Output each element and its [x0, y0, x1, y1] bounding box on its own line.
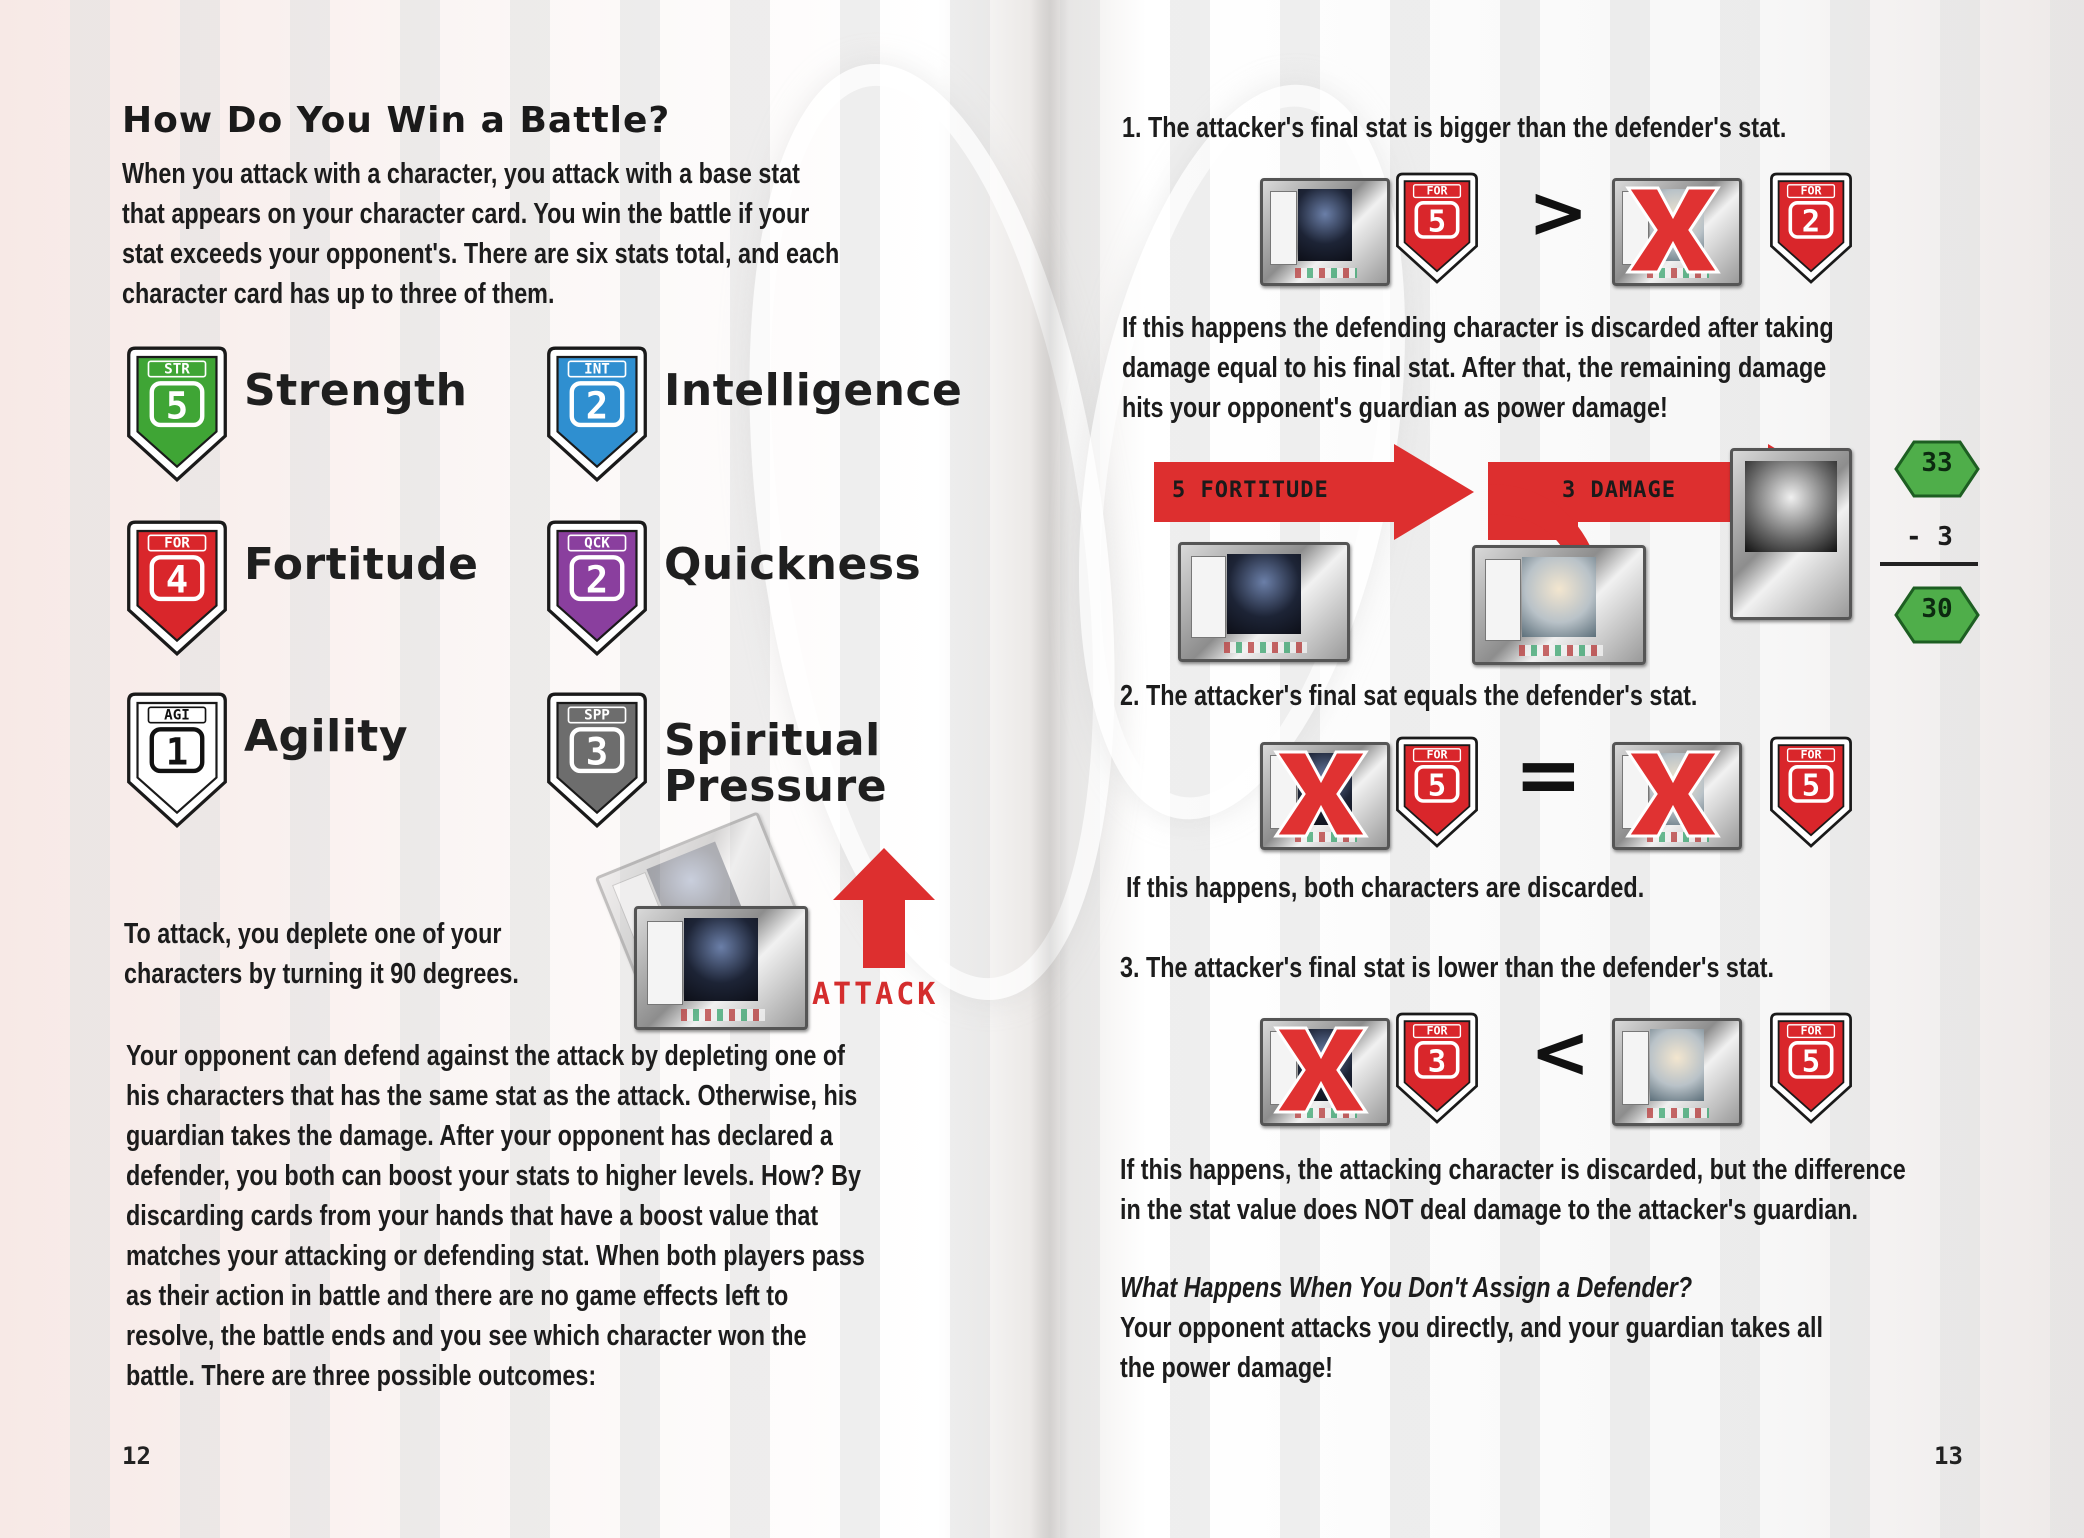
defender-stat-shield [1766, 736, 1856, 853]
stat-label: Quickness [664, 539, 922, 590]
comparison-symbol: < [1530, 1010, 1591, 1094]
outcome-3-result [1120, 1150, 1906, 1230]
svg-text:2: 2 [585, 557, 609, 602]
comparison-symbol-wrap [1528, 170, 1588, 254]
svg-text:4: 4 [165, 557, 189, 602]
outcome-2-text: 2. The attacker's final sat equals the defender's stat. [1120, 680, 1698, 712]
text-line: Your opponent attacks you directly, and your guardian takes all [1120, 1312, 1823, 1344]
svg-text:FOR: FOR [164, 535, 190, 552]
svg-text:5: 5 [165, 383, 189, 428]
page-number: 13 [1934, 1442, 1963, 1470]
stat-badge-spiritual [542, 692, 652, 828]
svg-text:2: 2 [1801, 204, 1821, 240]
svg-text:STR: STR [164, 361, 190, 378]
text-line: matches your attacking or defending stat. When both players pass [126, 1240, 865, 1272]
stat-badge-fortitude [122, 520, 232, 656]
svg-text:3: 3 [1427, 1044, 1447, 1080]
page-heading: How Do You Win a Battle? [122, 100, 671, 141]
comparison-symbol: = [1514, 728, 1583, 823]
svg-text:FOR: FOR [1800, 1023, 1822, 1038]
svg-text:5: 5 [1427, 768, 1447, 804]
text-line: hits your opponent's guardian as power damage! [1122, 392, 1668, 424]
outcome-1-result [1122, 308, 1834, 428]
attacker-card-image [1260, 178, 1390, 286]
text-line: the power damage! [1120, 1352, 1333, 1384]
no-defender-heading: What Happens When You Don't Assign a Defender? [1120, 1272, 1693, 1304]
attacker-stat-shield [1392, 172, 1482, 289]
stat-label: Agility [244, 711, 409, 762]
text-line: If this happens the defending character is discarded after taking [1122, 312, 1834, 344]
svg-text:3: 3 [585, 729, 609, 774]
subtract-value: - 3 [1906, 522, 1953, 552]
right-page [1040, 0, 2084, 1538]
attack-label: ATTACK [812, 977, 939, 1012]
svg-text:5: 5 [1427, 204, 1447, 240]
outcome-3-text: 3. The attacker's final stat is lower than the defender's stat. [1120, 952, 1774, 984]
text-line: in the stat value does NOT deal damage to the attacker's guardian. [1120, 1194, 1859, 1226]
discard-x-icon [1618, 744, 1728, 849]
svg-text:SPP: SPP [584, 707, 610, 724]
power-after-value [1894, 586, 1980, 644]
comparison-symbol: > [1528, 170, 1589, 254]
text-line: battle. There are three possible outcomes: [126, 1360, 597, 1392]
comparison-symbol-wrap [1530, 1010, 1590, 1094]
attacker-stat-shield [1392, 1012, 1482, 1129]
svg-text:FOR: FOR [1426, 183, 1448, 198]
up-arrow-icon [833, 848, 935, 968]
guardian-card-image [1730, 448, 1852, 620]
svg-text:FOR: FOR [1426, 1023, 1448, 1038]
svg-text:5: 5 [1801, 1044, 1821, 1080]
stat-badge-intelligence [542, 346, 652, 482]
text-line: his characters that has the same stat as the attack. Otherwise, his [126, 1080, 858, 1112]
svg-text:AGI: AGI [164, 707, 190, 724]
text-line: character card has up to three of them. [122, 278, 555, 310]
defender-stat-shield [1766, 1012, 1856, 1129]
text-line: characters by turning it 90 degrees. [124, 958, 519, 990]
svg-text:2: 2 [585, 383, 609, 428]
svg-text:5: 5 [1801, 768, 1821, 804]
svg-text:FOR: FOR [1800, 747, 1822, 762]
stat-label: Intelligence [664, 365, 963, 416]
outcome-1-text: 1. The attacker's final stat is bigger than the defender's stat. [1122, 112, 1787, 144]
stat-badge-quickness [542, 520, 652, 656]
text-line: Your opponent can defend against the attack by depleting one of [126, 1040, 845, 1072]
comparison-symbol-wrap [1514, 728, 1583, 823]
subtraction-line [1880, 562, 1978, 566]
hex-value-text: 30 [1921, 594, 1953, 624]
text-line: To attack, you deplete one of your [124, 918, 502, 950]
stat-label-line: Spiritual [664, 715, 881, 766]
defender-card-image [1472, 545, 1646, 665]
text-line: defender, you both can boost your stats to higher levels. How? By [126, 1160, 861, 1192]
fortitude-arrow-label: 5 FORTITUDE [1172, 478, 1329, 503]
attacker-card-image [1178, 542, 1350, 662]
depleted-card-image [634, 906, 808, 1030]
stat-label [664, 715, 888, 812]
svg-text:FOR: FOR [1426, 747, 1448, 762]
svg-text:INT: INT [584, 361, 610, 378]
text-line: as their action in battle and there are no game effects left to [126, 1280, 789, 1312]
svg-text:FOR: FOR [1800, 183, 1822, 198]
page-number: 12 [122, 1442, 151, 1470]
text-line: resolve, the battle ends and you see which character won the [126, 1320, 807, 1352]
text-line: If this happens, the attacking character is discarded, but the difference [1120, 1154, 1906, 1186]
defender-card-image [1612, 1018, 1742, 1126]
text-line: guardian takes the damage. After your opponent has declared a [126, 1120, 833, 1152]
discard-x-icon [1266, 744, 1376, 849]
stat-badge-strength [122, 346, 232, 482]
attack-paragraph [124, 914, 519, 994]
stat-label-line: Pressure [664, 761, 888, 812]
power-before-value [1894, 440, 1980, 498]
svg-text:1: 1 [165, 729, 189, 774]
intro-paragraph [122, 154, 839, 314]
discard-x-icon [1618, 180, 1728, 285]
attacker-stat-shield [1392, 736, 1482, 853]
stat-badge-agility [122, 692, 232, 828]
hex-value-text: 33 [1921, 448, 1953, 478]
left-page [0, 0, 1040, 1538]
text-line: damage equal to his final stat. After that, the remaining damage [1122, 352, 1827, 384]
stat-label: Fortitude [244, 539, 479, 590]
text-line: discarding cards from your hands that have a boost value that [126, 1200, 819, 1232]
outcome-2-result: If this happens, both characters are discarded. [1126, 872, 1645, 904]
stat-label: Strength [244, 365, 468, 416]
svg-text:QCK: QCK [584, 535, 610, 552]
text-line: stat exceeds your opponent's. There are six stats total, and each [122, 238, 840, 270]
defender-stat-shield [1766, 172, 1856, 289]
text-line: that appears on your character card. You win the battle if your [122, 198, 810, 230]
damage-arrow-label: 3 DAMAGE [1562, 478, 1676, 503]
discard-x-icon [1266, 1020, 1376, 1125]
defend-paragraph [126, 1036, 865, 1396]
text-line: When you attack with a character, you attack with a base stat [122, 158, 800, 190]
no-defender-paragraph [1120, 1308, 1823, 1388]
